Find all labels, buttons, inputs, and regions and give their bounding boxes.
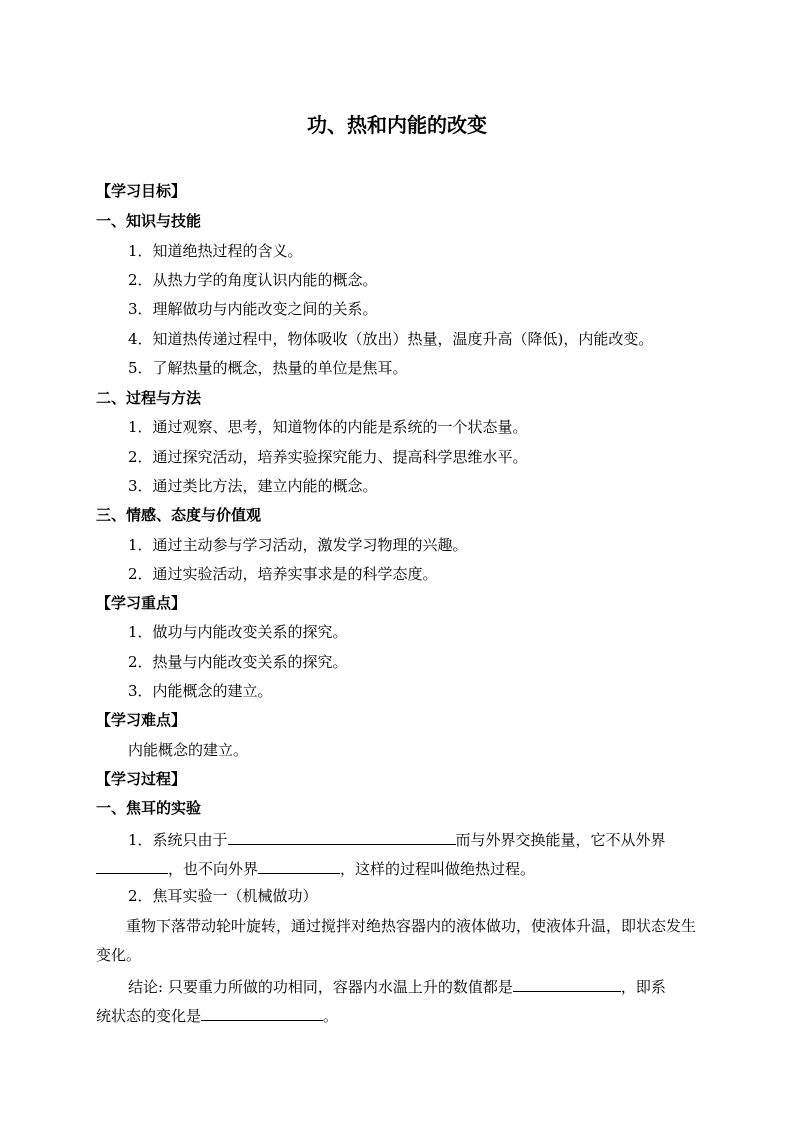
fill-in-blank[interactable] [228, 828, 456, 845]
conclusion-line-2 [96, 1004, 706, 1026]
conclusion-text-c: 统状态的变化是 [96, 1007, 202, 1025]
knowledge-item: 1．知道绝热过程的含义。 [128, 242, 303, 260]
question-1-text-b: 而与外界交换能量，它不从外界 [455, 831, 666, 849]
question-1-line-2 [96, 857, 706, 879]
knowledge-item: 3．理解做功与内能改变之间的关系。 [128, 300, 378, 318]
learning-process-heading: 【学习过程】 [96, 770, 187, 788]
attitude-item: 2．通过实验活动，培养实事求是的科学态度。 [128, 565, 438, 583]
page-title: 功、热和内能的改变 [307, 113, 487, 137]
attitude-item: 1．通过主动参与学习活动，激发学习物理的兴趣。 [128, 536, 468, 554]
question-2: 2．焦耳实验一（机械做功） [128, 887, 318, 905]
key-point-item: 1．做功与内能改变关系的探究。 [128, 623, 348, 641]
fill-in-blank[interactable] [96, 857, 168, 874]
knowledge-item: 5．了解热量的概念，热量的单位是焦耳。 [128, 359, 408, 377]
attitude-heading: 三、情感、态度与价值观 [96, 506, 262, 524]
process-heading: 二、过程与方法 [96, 389, 202, 407]
knowledge-heading: 一、知识与技能 [96, 212, 202, 230]
knowledge-item: 2．从热力学的角度认识内能的概念。 [128, 271, 378, 289]
key-point-item: 3．内能概念的建立。 [128, 682, 273, 700]
objectives-heading: 【学习目标】 [96, 182, 187, 200]
joule-experiment-heading: 一、焦耳的实验 [96, 799, 202, 817]
process-item: 1．通过观察、思考，知道物体的内能是系统的一个状态量。 [128, 418, 528, 436]
conclusion-text-d: 。 [323, 1007, 339, 1025]
question-1-line-1 [128, 828, 738, 850]
process-item: 2．通过探究活动，培养实验探究能力、提高科学思维水平。 [128, 448, 528, 466]
experiment-description: 重物下落带动轮叶旋转，通过搅拌对绝热容器内的液体做功，使液体升温，即状态发生变化。 [96, 917, 697, 964]
difficulties-text: 内能概念的建立。 [128, 741, 249, 759]
fill-in-blank[interactable] [258, 857, 340, 874]
question-1-text-c: ，也不向外界 [168, 860, 259, 878]
question-1-text-a: 1．系统只由于 [128, 831, 228, 849]
knowledge-item: 4．知道热传递过程中，物体吸收（放出）热量，温度升高（降低)，内能改变。 [128, 330, 654, 348]
question-1-text-d: ，这样的过程叫做绝热过程。 [340, 860, 536, 878]
conclusion-text-b: ，即系 [620, 978, 666, 996]
fill-in-blank[interactable] [513, 975, 621, 992]
process-item: 3．通过类比方法，建立内能的概念。 [128, 477, 378, 495]
fill-in-blank[interactable] [201, 1004, 323, 1021]
key-points-heading: 【学习重点】 [96, 594, 187, 612]
conclusion-line-1 [128, 975, 738, 997]
difficulties-heading: 【学习难点】 [96, 711, 187, 729]
conclusion-text-a: 结论: 只要重力所做的功相同，容器内水温上升的数值都是 [128, 978, 513, 996]
key-point-item: 2．热量与内能改变关系的探究。 [128, 653, 348, 671]
